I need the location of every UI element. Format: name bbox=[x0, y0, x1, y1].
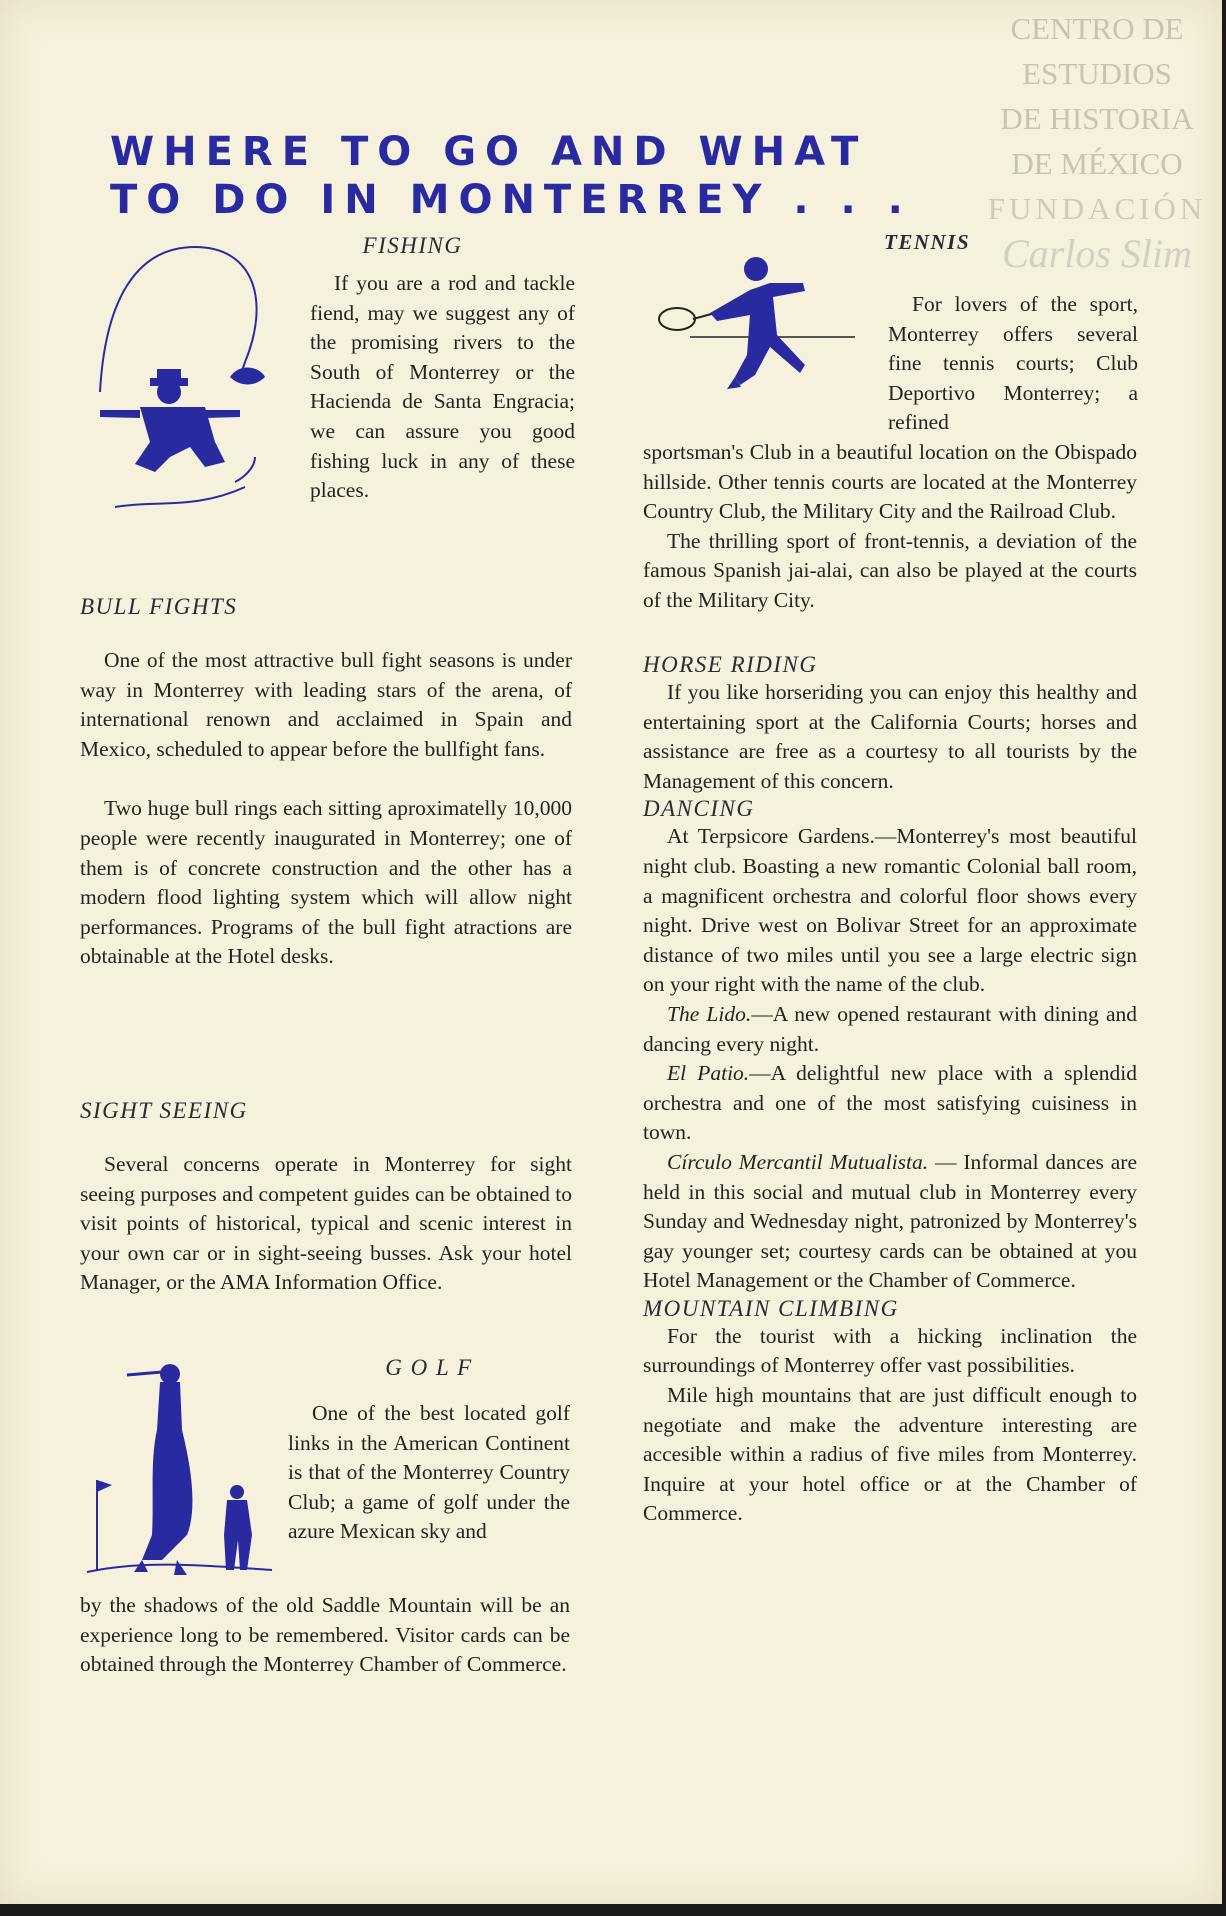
tennis-text-top bbox=[888, 290, 1138, 438]
dancing-lido bbox=[643, 1000, 1137, 1059]
sight-seeing-heading: SIGHT SEEING bbox=[80, 1098, 248, 1123]
lido-name: The Lido. bbox=[667, 1001, 752, 1026]
dancing-heading: DANCING bbox=[643, 796, 755, 822]
lido-text: —A new opened restaurant with dining and dancing every night. bbox=[643, 1001, 1137, 1056]
mountain-climbing-heading: MOUNTAIN CLIMBING bbox=[643, 1295, 899, 1321]
fishing-text: If you are a rod and tackle fiend, may we suggest any of the promising rivers to the South of Monterrey or the Hacienda de Santa Engracia; we can assure you good fishing luck in any of these places. bbox=[310, 271, 575, 503]
mountain-climbing-paragraph-2: Mile high mountains that are just difficult enough to negotiate and make the adventure interesting are accesible within a radius of five miles from Monterrey. Inquire at your hotel office or at the Chamber of Commerce. bbox=[643, 1383, 1137, 1526]
watermark-line: DE HISTORIA bbox=[1000, 101, 1194, 136]
golf-text-a: One of the best located golf links in the American Continent is that of the Monterrey Country Club; a game of golf under the azure Mexican sky and bbox=[288, 1401, 570, 1544]
tennis-heading: TENNIS bbox=[884, 230, 971, 254]
fishing-section bbox=[310, 233, 575, 506]
watermark-line: ESTUDIOS bbox=[1022, 56, 1172, 91]
dancing-text: At Terpsicore Gardens.—Monterrey's most beautiful night club. Boasting a new romantic Colonial ball room, a magnificent orchestra and colorful floor shows every night. Drive west on Bolivar Street for an approximate distance of two miles until you see a large electric sign on your right with the name of the club. bbox=[643, 824, 1137, 997]
golf-section-continued bbox=[80, 1591, 570, 1680]
watermark-signature: Carlos Slim bbox=[1001, 231, 1193, 276]
tennis-text-a: For lovers of the sport, Monterrey offers several fine tennis courts; Club Deportivo Monterrey; a refined bbox=[888, 292, 1138, 435]
watermark-line: DE MÉXICO bbox=[1011, 146, 1183, 181]
sight-seeing-text: Several concerns operate in Monterrey for sight seeing purposes and competent guides can be obtained to visit points of historical, typical and scenic interest in your own car or in sight-seeing busses. Ask your hotel Manager, or the AMA Information Office. bbox=[80, 1152, 572, 1295]
circulo-text: — Informal dances are held in this social and mutual club in Monterrey every Sunday and Wednesday night, patronized by Monterrey's gay younger set; courtesy cards can be obtained at you Hotel Management or the Chamber of Commerce. bbox=[643, 1149, 1137, 1293]
tennis-text-b: sportsman's Club in a beautiful location on the Obispado hillside. Other tennis courts are located at the Monterrey Country Club, the Military City and the Railroad Club. bbox=[643, 440, 1137, 524]
title-line-1: WHERE TO GO AND WHAT bbox=[110, 129, 868, 175]
circulo-name: Círculo Mercantil Mutualista. bbox=[667, 1149, 929, 1174]
horse-riding-text: If you like horseriding you can enjoy this healthy and entertaining sport at the California Courts; horses and assistance are free as a courtesy to all tourists by the Management of this concern. bbox=[643, 680, 1137, 793]
bull-fights-paragraph-2: Two huge bull rings each sitting aproximatelly 10,000 people were recently inaugurated in Monterrey; one of them is of concrete construction and the other has a modern flood lighting system which will allow night performances. Programs of the bull fight atractions are obtainable at the Hotel desks. bbox=[80, 796, 572, 969]
right-column-sections bbox=[643, 652, 1137, 1529]
golf-heading: G O L F bbox=[385, 1355, 473, 1380]
bull-fights-paragraph-1: One of the most attractive bull fight seasons is under way in Monterrey with leading stars of the arena, of international renown and acclaimed in Spain and Mexico, scheduled to appear before the bullfight fans. bbox=[80, 648, 572, 761]
fishing-heading: FISHING bbox=[362, 233, 463, 258]
bull-fights-heading: BULL FIGHTS bbox=[80, 594, 238, 619]
tennis-player-icon bbox=[655, 255, 855, 415]
dancing-circulo bbox=[643, 1148, 1137, 1296]
sight-seeing-section bbox=[80, 1098, 572, 1298]
horse-riding-heading: HORSE RIDING bbox=[643, 652, 818, 677]
tennis-text-bottom bbox=[643, 438, 1137, 616]
golf-text-b: by the shadows of the old Saddle Mountain will be an experience long to be remembered. Visitor cards can be obtained through the Monterrey Chamber of Commerce. bbox=[80, 1593, 570, 1677]
tennis-section bbox=[884, 230, 1054, 255]
dancing-patio bbox=[643, 1059, 1137, 1148]
patio-text: —A delightful new place with a splendid orchestra and one of the most satisfying cuisiness in town. bbox=[643, 1061, 1138, 1145]
patio-name: El Patio. bbox=[667, 1061, 750, 1086]
golfer-icon bbox=[82, 1360, 282, 1580]
watermark-line: CENTRO DE bbox=[1010, 11, 1184, 46]
golf-section bbox=[288, 1355, 570, 1547]
mountain-climbing-paragraph-1: For the tourist with a hicking inclination the surroundings of Monterrey offer vast possibilities. bbox=[643, 1323, 1137, 1378]
bull-fights-section bbox=[80, 594, 572, 972]
fisherman-icon bbox=[95, 242, 295, 522]
title-line-2: TO DO IN MONTERREY . . . bbox=[110, 177, 912, 223]
watermark-line: FUNDACIÓN bbox=[987, 191, 1207, 226]
tennis-text-c: The thrilling sport of front-tennis, a deviation of the famous Spanish jai-alai, can also be played at the courts of the Military City. bbox=[643, 528, 1137, 612]
page-title bbox=[110, 128, 1120, 224]
